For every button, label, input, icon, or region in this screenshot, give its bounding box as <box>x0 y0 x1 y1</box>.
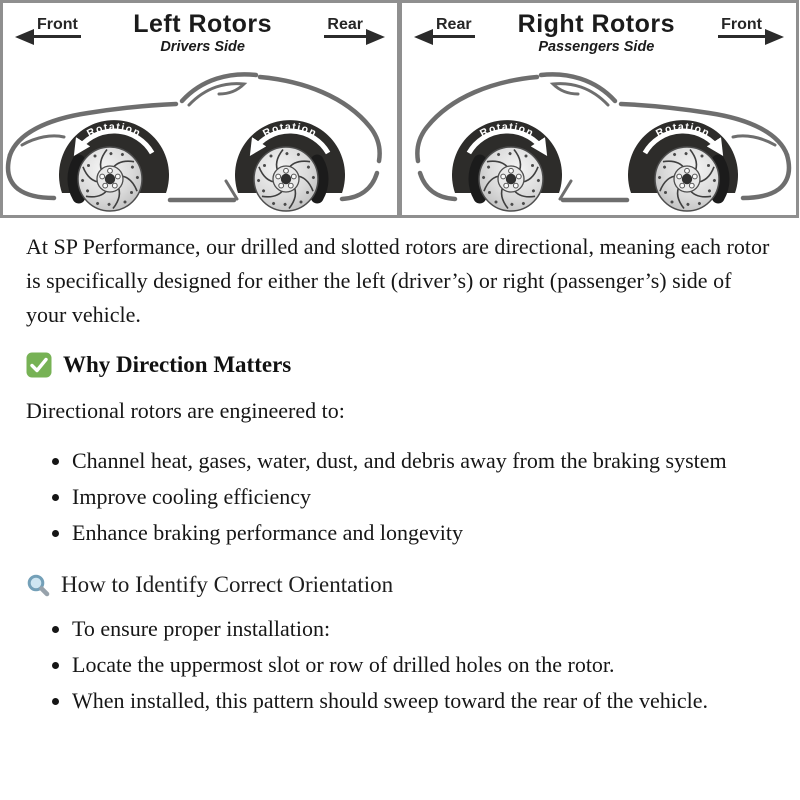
rotation-label: Rotation <box>260 120 320 140</box>
check-mark-icon <box>26 352 52 378</box>
panel-subtitle: Drivers Side <box>160 39 245 55</box>
lead-paragraph: Directional rotors are engineered to: <box>26 398 345 423</box>
left-side-car-illustration <box>3 57 395 215</box>
left-rotors-panel <box>0 0 400 218</box>
section-heading-identify-orientation <box>26 572 774 598</box>
rear-direction-indicator <box>414 16 475 38</box>
magnifying-glass-icon <box>26 573 51 598</box>
direction-label: Front <box>718 16 765 38</box>
right-rotors-panel <box>399 0 799 218</box>
panel-title-block <box>81 12 325 55</box>
direction-label: Front <box>34 16 81 38</box>
list-item: • Locate the uppermost slot or row of drilled holes on the rotor. <box>72 648 774 682</box>
heading-text: Why Direction Matters <box>63 352 292 377</box>
intro-paragraph: At SP Performance, our drilled and slotted rotors are directional, meaning each rotor is specifically designed for either the left (driver’s) or right (passenger’s) side of your vehicle. <box>26 234 770 327</box>
rotation-label: Rotation <box>653 120 713 140</box>
arrow-left-icon <box>15 29 34 45</box>
list-item: • Channel heat, gases, water, dust, and debris away from the braking system <box>72 444 774 478</box>
arrow-right-icon <box>765 29 784 45</box>
panel-title: Right Rotors <box>517 10 676 38</box>
panel-subtitle: Passengers Side <box>538 39 655 55</box>
direction-label: Rear <box>324 16 366 38</box>
article-body <box>0 218 800 718</box>
direction-label: Rear <box>433 16 475 38</box>
front-direction-indicator <box>15 16 81 38</box>
rotor-direction-diagram <box>0 0 800 218</box>
benefits-list <box>26 444 774 550</box>
rotation-label: Rotation <box>477 120 537 140</box>
panel-title: Left Rotors <box>133 10 273 38</box>
heading-text: How to Identify Correct Orientation <box>61 572 394 597</box>
list-item: • When installed, this pattern should sweep toward the rear of the vehicle. <box>72 684 774 718</box>
right-side-car-illustration <box>402 57 794 215</box>
section-heading-why-direction-matters <box>26 352 774 378</box>
rear-direction-indicator <box>324 16 385 38</box>
list-item: • To ensure proper installation: <box>72 612 774 646</box>
right-panel-header <box>402 3 796 57</box>
arrow-right-icon <box>366 29 385 45</box>
arrow-left-icon <box>414 29 433 45</box>
panel-title-block <box>475 12 719 55</box>
left-panel-header <box>3 3 397 57</box>
list-item: • Enhance braking performance and longevity <box>72 516 774 550</box>
list-item: • Improve cooling efficiency <box>72 480 774 514</box>
front-direction-indicator <box>718 16 784 38</box>
installation-list <box>26 612 774 718</box>
rotation-label: Rotation <box>84 120 144 140</box>
